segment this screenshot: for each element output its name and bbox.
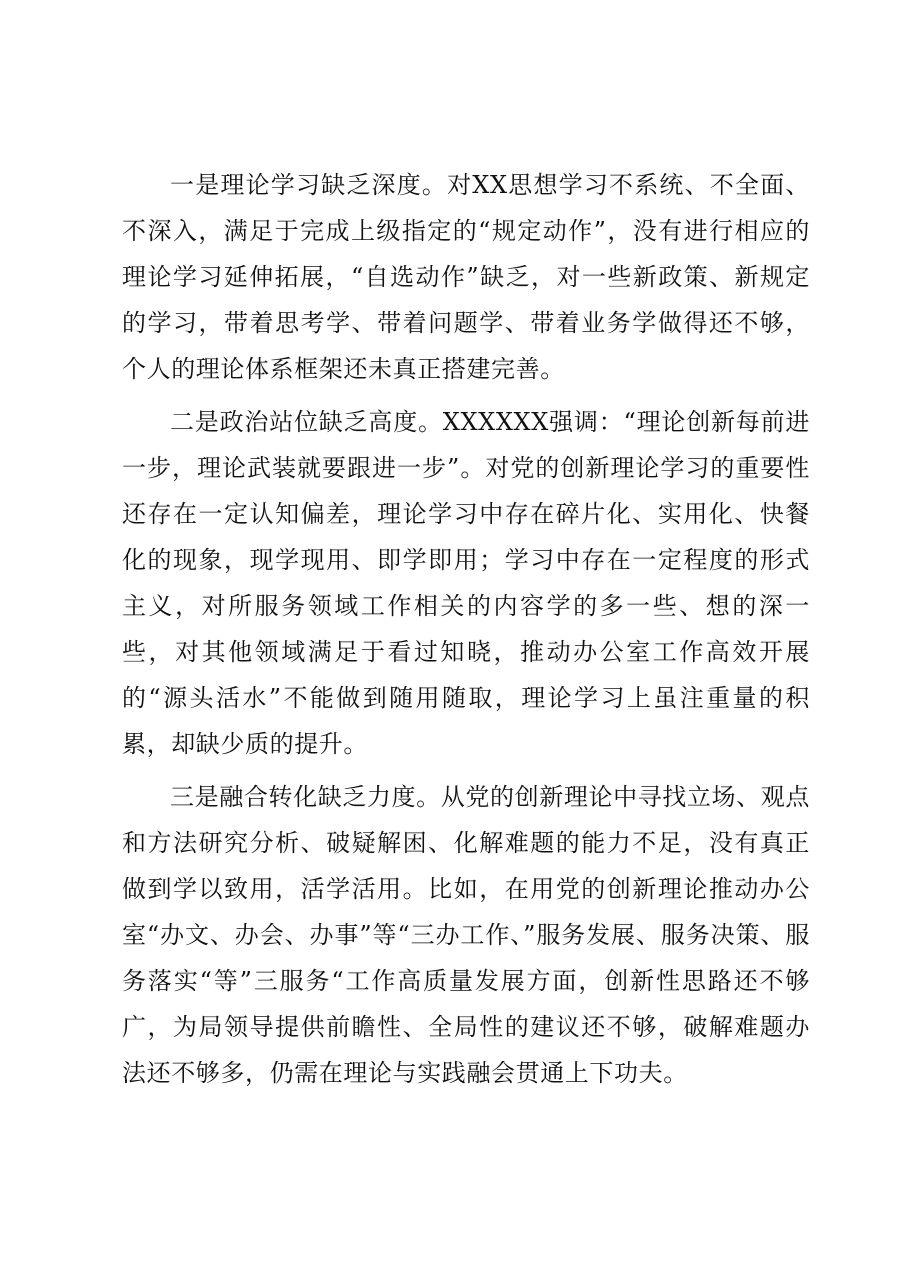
paragraph-theory-depth: 一是理论学习缺乏深度。对XX思想学习不系统、不全面、不深入，满足于完成上级指定的“规定动作”，没有进行相应的理论学习延伸拓展，“自选动作”缺乏，对一些新政策、新规定的学习，带着思考学、带着问题学、带着业务学做得还不够，个人的理论体系框架还未真正搭建完善。 <box>122 171 810 383</box>
paragraph-political-height: 二是政治站位缺乏高度。XXXXXX强调：“理论创新每前进一步，理论武装就要跟进一步”。对党的创新理论学习的重要性还存在一定认知偏差，理论学习中存在碎片化、实用化、快餐化的现象，现学现用、即学即用；学习中存在一定程度的形式主义，对所服务领域工作相关的内容学的多一些、想的深一些，对其他领域满足于看过知晓，推动办公室工作高效开展的“源头活水”不能做到随用随取，理论学习上虽注重量的积累，却缺少质的提升。 <box>122 408 810 758</box>
document-body <box>122 162 810 1103</box>
paragraph-integration-strength: 三是融合转化缺乏力度。从党的创新理论中寻找立场、观点和方法研究分析、破疑解困、化解难题的能力不足，没有真正做到学以致用，活学活用。比如，在用党的创新理论推动办公室“办文、办会、办事”等“三办工作、”服务发展、服务决策、服务落实“等”三服务“工作高质量发展方面，创新性思路还不够广，为局领导提供前瞻性、全局性的建议还不够，破解难题办法还不够多，仍需在理论与实践融会贯通上下功夫。 <box>122 783 810 1087</box>
